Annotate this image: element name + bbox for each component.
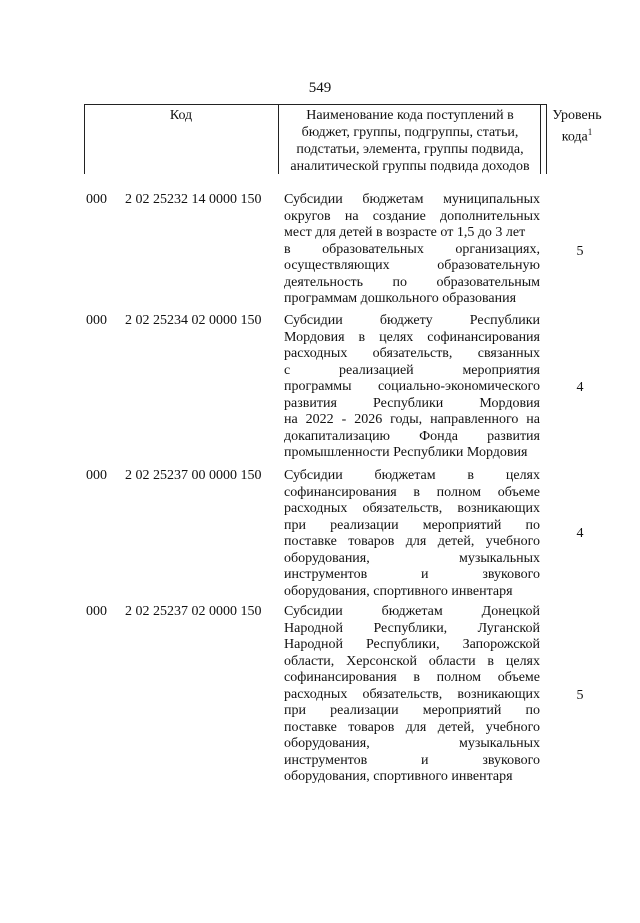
description-line: софинансирования в полном объеме [284, 670, 540, 685]
row-code: 2 02 25232 14 0000 150 [125, 192, 262, 207]
header-level-title: Уровень [552, 108, 602, 123]
row-level: 5 [576, 688, 584, 703]
description-line: поставке товаров для детей, учебного [284, 534, 540, 549]
header-level-code [541, 124, 613, 146]
row-level: 4 [576, 380, 584, 395]
header-code: Код [169, 108, 193, 123]
description-line: на 2022 - 2026 годы, направленного на [284, 412, 540, 427]
description-line: Субсидии бюджету Республики [284, 313, 540, 328]
row-code: 2 02 25237 02 0000 150 [125, 604, 262, 619]
row-level: 4 [576, 526, 584, 541]
row-description [284, 468, 540, 600]
description-line: Народной Республики, Луганской [284, 620, 540, 636]
description-line: инструментов и звукового [284, 567, 540, 582]
description-line: докапитализацию Фонда развития [284, 428, 540, 444]
table-header [84, 104, 602, 174]
description-line: оборудования, спортивного инвентаря [284, 583, 513, 599]
description-line: инструментов и звукового [284, 752, 540, 768]
header-level-footnote: 1 [587, 127, 593, 137]
description-line: при реализации мероприятий по [284, 703, 540, 718]
description-line: оборудования, спортивного инвентаря [284, 769, 513, 784]
description-line: деятельность по образовательным [284, 274, 540, 290]
description-line: развития Республики Мордовия [284, 395, 540, 411]
description-line: расходных обязательств, возникающих [284, 501, 540, 516]
description-line: промышленности Республики Мордовия [284, 445, 528, 460]
row-level: 5 [576, 244, 584, 259]
description-line: расходных обязательств, возникающих [284, 686, 540, 702]
description-line: округов на создание дополнительных [284, 208, 540, 224]
row-prefix: 000 [86, 192, 107, 207]
row-description [284, 192, 540, 308]
description-line: Мордовия в целях софинансирования [284, 329, 540, 345]
description-line: расходных обязательств, связанных [284, 346, 540, 361]
row-code: 2 02 25234 02 0000 150 [125, 313, 262, 328]
description-line: поставке товаров для детей, учебного [284, 719, 540, 735]
header-name [278, 105, 541, 174]
description-line: при реализации мероприятий по [284, 517, 540, 533]
row-prefix: 000 [86, 313, 107, 328]
description-line: программы социально-экономического [284, 379, 540, 394]
description-line: области, Херсонской области в целях [284, 653, 540, 669]
description-line: Народной Республики, Запорожской [284, 637, 540, 652]
description-line: в образовательных организациях, [284, 241, 540, 257]
row-prefix: 000 [86, 604, 107, 619]
description-line: Субсидии бюджетам Донецкой [284, 604, 540, 619]
header-level-code-text: кода [561, 129, 588, 145]
description-line: оборудования, музыкальных [284, 550, 540, 566]
row-code: 2 02 25237 00 0000 150 [125, 468, 262, 483]
header-name-line: аналитической группы подвида доходов [290, 159, 530, 174]
description-line: осуществляющих образовательную [284, 258, 540, 273]
description-line: софинансирования в полном объеме [284, 484, 540, 500]
row-description [284, 604, 540, 786]
description-line: программам дошкольного образования [284, 291, 517, 306]
description-line: мест для детей в возрасте от 1,5 до 3 лет [284, 225, 526, 240]
description-line: с реализацией мероприятия [284, 362, 540, 378]
header-level [540, 105, 613, 174]
row-description [284, 313, 540, 462]
header-name-line: подстатьи, элемента, группы подвида, [296, 142, 524, 157]
description-line: Субсидии бюджетам в целях [284, 468, 540, 483]
description-line: Субсидии бюджетам муниципальных [284, 192, 540, 207]
description-line: оборудования, музыкальных [284, 736, 540, 751]
page-number: 549 [308, 80, 332, 96]
header-name-line: Наименование кода поступлений в [306, 108, 514, 123]
header-name-line: бюджет, группы, подгруппы, статьи, [301, 125, 519, 140]
row-prefix: 000 [86, 468, 107, 483]
